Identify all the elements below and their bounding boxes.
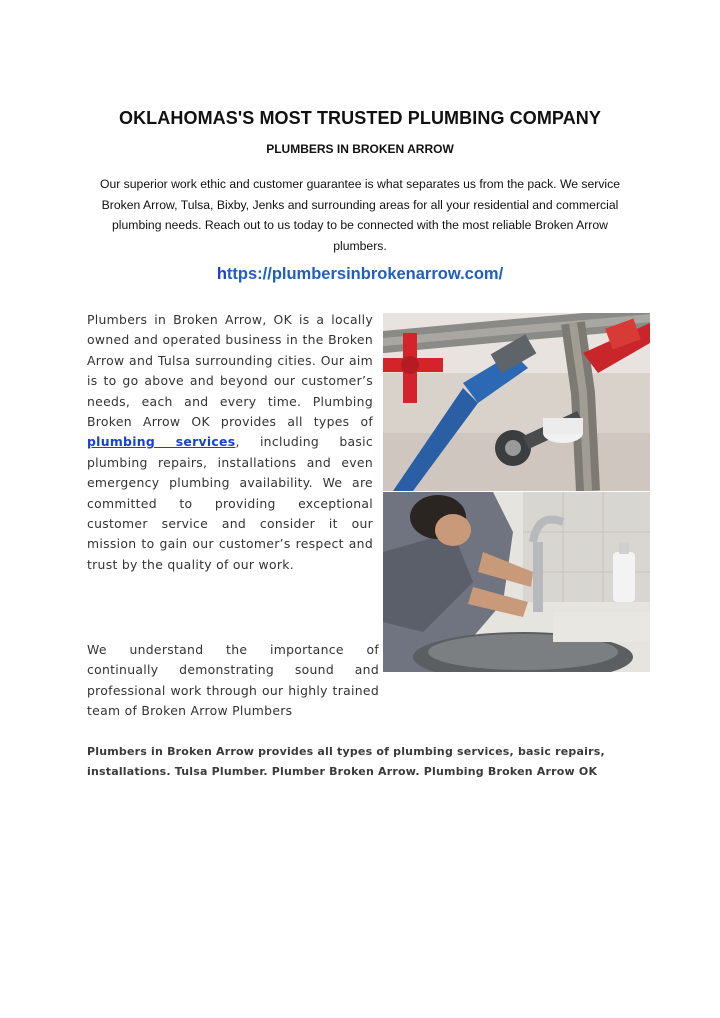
- intro-paragraph: Our superior work ethic and customer guarantee is what separates us from the pack. We service Broken Arrow, Tulsa, Bixby, Jenks and surrounding areas for all your residential and commercial plumbing needs. Reach out to us today to be connected with the most reliable Broken Arrow plumbers.: [99, 177, 620, 253]
- website-link-first-letter: h: [216, 265, 227, 283]
- about-text-start: Plumbers in Broken Arrow, OK is a locally owned and operated business in the Broken Arrow and Tulsa surrounding cities. Our aim is to go above and beyond our customer’s needs, each and every time. Plumbing Broken Arrow OK provides all types of: [87, 312, 373, 430]
- about-paragraph: [87, 310, 373, 575]
- about-text-end: , including basic plumbing repairs, installations and even emergency plumbing availability. We are committed to providing exceptional customer service and consider it our mission to gain our customer’s respect and trust by the quality of our work.: [87, 434, 374, 572]
- plumbing-tools-photo: [383, 313, 650, 491]
- website-link[interactable]: [0, 265, 720, 284]
- plumber-fixing-faucet-photo: [383, 492, 650, 672]
- page-subtitle: PLUMBERS IN BROKEN ARROW: [266, 142, 454, 156]
- footer-keywords: Plumbers in Broken Arrow provides all types of plumbing services, basic repairs, installations. Tulsa Plumber. Plumber Broken Arrow. Plumbing Broken Arrow OK: [87, 745, 605, 778]
- plumbing-tools-illustration: [383, 313, 650, 491]
- page-title: OKLAHOMAS'S MOST TRUSTED PLUMBING COMPANY: [118, 108, 602, 128]
- plumbing-services-link[interactable]: plumbing services: [87, 434, 236, 450]
- plumber-faucet-illustration: [383, 492, 650, 672]
- team-paragraph: We understand the importance of continually demonstrating sound and professional work through our highly trained team of Broken Arrow Plumbers: [87, 642, 379, 719]
- website-link-rest: ttps://plumbersinbrokenarrow.com/: [226, 265, 504, 283]
